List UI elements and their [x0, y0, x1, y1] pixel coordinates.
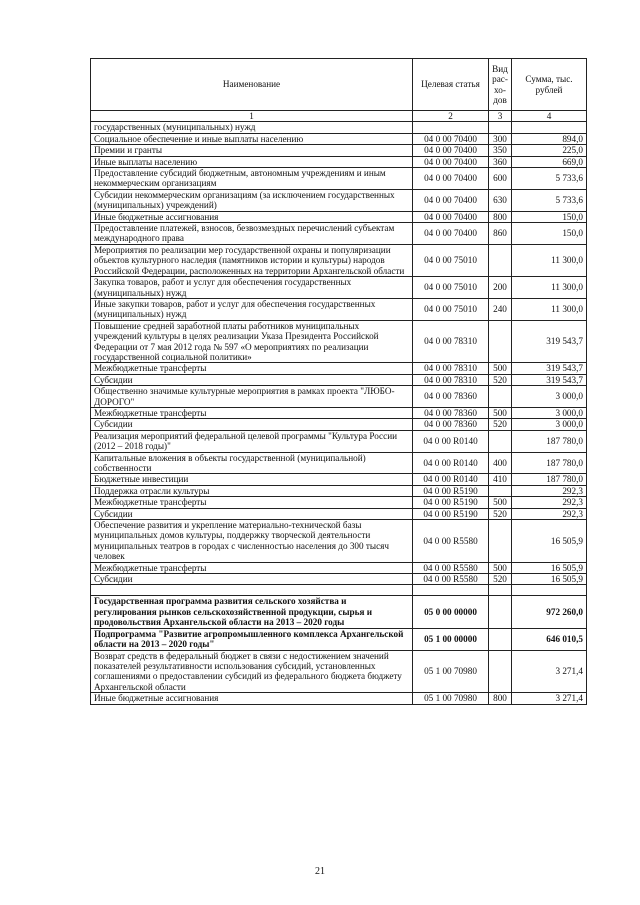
row-name-cell: Премии и гранты: [91, 145, 413, 156]
table-row: [91, 156, 587, 167]
row-expense-type-cell: 520: [489, 508, 512, 519]
row-sum-cell: 894,0: [512, 133, 587, 144]
row-expense-type-cell: 500: [489, 497, 512, 508]
row-target-article-cell: 04 0 00 75010: [413, 244, 489, 276]
row-sum-cell: 5 733,6: [512, 189, 587, 211]
row-expense-type-cell: 200: [489, 277, 512, 299]
row-sum-cell: 11 300,0: [512, 244, 587, 276]
row-target-article-cell: 05 1 00 00000: [413, 628, 489, 650]
row-expense-type-cell: 400: [489, 452, 512, 474]
row-sum-cell: 225,0: [512, 145, 587, 156]
row-name-cell: Возврат средств в федеральный бюджет в связи с недостижением значений показателей результативности использования субсидий, установленных соглашениями о предоставлении субсидий из федерального бюджета бюджету Архангельской области: [91, 650, 413, 693]
row-name-cell: Общественно значимые культурные мероприятия в рамках проекта "ЛЮБО-ДОРОГО": [91, 386, 413, 408]
row-expense-type-cell: [489, 596, 512, 628]
table-row: [91, 650, 587, 693]
row-target-article-cell: 04 0 00 R5580: [413, 574, 489, 585]
row-expense-type-cell: [489, 386, 512, 408]
row-name-cell: Субсидии: [91, 419, 413, 430]
row-target-article-cell: 04 0 00 70400: [413, 168, 489, 190]
row-target-article-cell: 04 0 00 R5190: [413, 485, 489, 496]
row-sum-cell: 319 543,7: [512, 374, 587, 385]
row-target-article-cell: 04 0 00 70400: [413, 133, 489, 144]
row-sum-cell: 11 300,0: [512, 298, 587, 320]
row-expense-type-cell: [489, 520, 512, 563]
row-name-cell: Закупка товаров, работ и услуг для обеспечения государственных (муниципальных) нужд: [91, 277, 413, 299]
row-expense-type-cell: 500: [489, 407, 512, 418]
row-target-article-cell: 04 0 00 70400: [413, 156, 489, 167]
row-sum-cell: 16 505,9: [512, 574, 587, 585]
row-sum-cell: 16 505,9: [512, 562, 587, 573]
row-expense-type-cell: 520: [489, 374, 512, 385]
page-number: 21: [315, 866, 325, 877]
row-name-cell: [91, 585, 413, 596]
row-target-article-cell: 04 0 00 R0140: [413, 430, 489, 452]
table-row: [91, 452, 587, 474]
row-target-article-cell: 04 0 00 R5190: [413, 508, 489, 519]
row-name-cell: Бюджетные инвестиции: [91, 474, 413, 485]
row-expense-type-cell: [489, 585, 512, 596]
row-name-cell: Межбюджетные трансферты: [91, 407, 413, 418]
row-expense-type-cell: [489, 122, 512, 133]
row-sum-cell: 3 000,0: [512, 407, 587, 418]
row-expense-type-cell: 600: [489, 168, 512, 190]
table-row: [91, 145, 587, 156]
row-name-cell: Иные бюджетные ассигнования: [91, 693, 413, 704]
row-target-article-cell: [413, 585, 489, 596]
table-row: [91, 474, 587, 485]
row-sum-cell: 3 271,4: [512, 650, 587, 693]
row-target-article-cell: 04 0 00 78310: [413, 320, 489, 363]
header-sum: Сумма, тыс. рублей: [512, 59, 587, 111]
table-row: [91, 628, 587, 650]
row-name-cell: Предоставление субсидий бюджетным, автономным учреждениям и иным некоммерческим организациям: [91, 168, 413, 190]
row-expense-type-cell: 300: [489, 133, 512, 144]
budget-table: [90, 58, 587, 705]
table-header-row: [91, 59, 587, 111]
row-sum-cell: 3 000,0: [512, 386, 587, 408]
row-sum-cell: 669,0: [512, 156, 587, 167]
row-target-article-cell: 04 0 00 R0140: [413, 452, 489, 474]
table-row: [91, 363, 587, 374]
table-column-numbers: [91, 111, 587, 122]
row-name-cell: Иные закупки товаров, работ и услуг для обеспечения государственных (муниципальных) нужд: [91, 298, 413, 320]
row-expense-type-cell: [489, 628, 512, 650]
row-sum-cell: 16 505,9: [512, 520, 587, 563]
row-target-article-cell: 04 0 00 78360: [413, 407, 489, 418]
row-sum-cell: 11 300,0: [512, 277, 587, 299]
row-target-article-cell: 04 0 00 78310: [413, 363, 489, 374]
row-sum-cell: [512, 122, 587, 133]
row-expense-type-cell: [489, 320, 512, 363]
row-name-cell: Подпрограмма "Развитие агропромышленного комплекса Архангельской области на 2013 – 2020 годы": [91, 628, 413, 650]
table-row: [91, 562, 587, 573]
header-expense-type: Вид рас-хо-дов: [489, 59, 512, 111]
row-target-article-cell: 04 0 00 R5580: [413, 520, 489, 563]
row-target-article-cell: 04 0 00 70400: [413, 211, 489, 222]
row-target-article-cell: 04 0 00 78360: [413, 386, 489, 408]
table-row: [91, 419, 587, 430]
header-name: Наименование: [91, 59, 413, 111]
row-name-cell: Капитальные вложения в объекты государственной (муниципальной) собственности: [91, 452, 413, 474]
row-name-cell: Повышение средней заработной платы работников муниципальных учреждений культуры в целях реализации Указа Президента Российской Федерации от 7 мая 2012 года № 597 «О мероприятиях по реализации государственной социальной политики»: [91, 320, 413, 363]
column-number: 2: [413, 111, 489, 122]
row-expense-type-cell: 240: [489, 298, 512, 320]
row-name-cell: Межбюджетные трансферты: [91, 562, 413, 573]
table-row: [91, 407, 587, 418]
row-name-cell: Иные бюджетные ассигнования: [91, 211, 413, 222]
row-name-cell: Поддержка отрасли культуры: [91, 485, 413, 496]
table-row: [91, 320, 587, 363]
table-row: [91, 133, 587, 144]
row-sum-cell: 3 271,4: [512, 693, 587, 704]
row-expense-type-cell: [489, 244, 512, 276]
row-name-cell: государственных (муниципальных) нужд: [91, 122, 413, 133]
row-name-cell: Субсидии: [91, 374, 413, 385]
row-sum-cell: 319 543,7: [512, 363, 587, 374]
row-expense-type-cell: 360: [489, 156, 512, 167]
row-name-cell: Предоставление платежей, взносов, безвозмездных перечислений субъектам международного права: [91, 223, 413, 245]
table-body: [91, 122, 587, 704]
column-number: 4: [512, 111, 587, 122]
row-expense-type-cell: 860: [489, 223, 512, 245]
row-expense-type-cell: 500: [489, 562, 512, 573]
row-name-cell: Социальное обеспечение и иные выплаты населению: [91, 133, 413, 144]
row-target-article-cell: 04 0 00 78310: [413, 374, 489, 385]
table-row: [91, 298, 587, 320]
row-target-article-cell: 04 0 00 70400: [413, 223, 489, 245]
table-row: [91, 189, 587, 211]
row-target-article-cell: 04 0 00 R5190: [413, 497, 489, 508]
row-name-cell: Субсидии: [91, 508, 413, 519]
row-expense-type-cell: 800: [489, 693, 512, 704]
row-expense-type-cell: 410: [489, 474, 512, 485]
row-sum-cell: 150,0: [512, 223, 587, 245]
row-name-cell: Межбюджетные трансферты: [91, 363, 413, 374]
row-target-article-cell: 04 0 00 78360: [413, 419, 489, 430]
row-sum-cell: 187 780,0: [512, 430, 587, 452]
row-expense-type-cell: 520: [489, 419, 512, 430]
column-number: 1: [91, 111, 413, 122]
row-name-cell: Государственная программа развития сельского хозяйства и регулирования рынков сельскохозяйственной продукции, сырья и продовольствия Архангельской области на 2013 – 2020 годы: [91, 596, 413, 628]
row-target-article-cell: [413, 122, 489, 133]
table-row: [91, 223, 587, 245]
table-row: [91, 211, 587, 222]
table-row: [91, 508, 587, 519]
row-sum-cell: 319 543,7: [512, 320, 587, 363]
row-target-article-cell: 05 0 00 00000: [413, 596, 489, 628]
row-sum-cell: 292,3: [512, 485, 587, 496]
row-name-cell: Субсидии некоммерческим организациям (за исключением государственных (муниципальных) учреждений): [91, 189, 413, 211]
row-target-article-cell: 04 0 00 R0140: [413, 474, 489, 485]
row-target-article-cell: 04 0 00 75010: [413, 298, 489, 320]
row-sum-cell: 3 000,0: [512, 419, 587, 430]
row-expense-type-cell: 520: [489, 574, 512, 585]
row-name-cell: Субсидии: [91, 574, 413, 585]
table-row: [91, 497, 587, 508]
table-row: [91, 386, 587, 408]
table-row: [91, 585, 587, 596]
row-name-cell: Иные выплаты населению: [91, 156, 413, 167]
table-row: [91, 277, 587, 299]
table-row: [91, 520, 587, 563]
row-name-cell: Межбюджетные трансферты: [91, 497, 413, 508]
row-expense-type-cell: 800: [489, 211, 512, 222]
row-sum-cell: 972 260,0: [512, 596, 587, 628]
row-name-cell: Мероприятия по реализации мер государственной охраны и популяризации объектов культурного наследия (памятников истории и культуры) народов Российской Федерации, расположенных на территории Архангельской области: [91, 244, 413, 276]
row-sum-cell: 292,3: [512, 497, 587, 508]
header-target-article: Целевая статья: [413, 59, 489, 111]
table-row: [91, 596, 587, 628]
row-target-article-cell: 04 0 00 70400: [413, 189, 489, 211]
row-expense-type-cell: 350: [489, 145, 512, 156]
table-row: [91, 244, 587, 276]
column-number: 3: [489, 111, 512, 122]
row-sum-cell: [512, 585, 587, 596]
row-sum-cell: 646 010,5: [512, 628, 587, 650]
row-sum-cell: 292,3: [512, 508, 587, 519]
row-expense-type-cell: 500: [489, 363, 512, 374]
row-target-article-cell: 04 0 00 70400: [413, 145, 489, 156]
row-target-article-cell: 05 1 00 70980: [413, 693, 489, 704]
row-target-article-cell: 04 0 00 75010: [413, 277, 489, 299]
table-row: [91, 430, 587, 452]
row-sum-cell: 187 780,0: [512, 474, 587, 485]
row-sum-cell: 150,0: [512, 211, 587, 222]
row-expense-type-cell: [489, 650, 512, 693]
row-name-cell: Реализация мероприятий федеральной целевой программы "Культура России (2012 – 2018 годы)": [91, 430, 413, 452]
row-sum-cell: 5 733,6: [512, 168, 587, 190]
row-name-cell: Обеспечение развития и укрепление материально-технической базы муниципальных домов культуры, поддержку творческой деятельности муниципальных театров в городах с численностью населения до 300 тысяч человек: [91, 520, 413, 563]
row-target-article-cell: 05 1 00 70980: [413, 650, 489, 693]
table-row: [91, 693, 587, 704]
table-row: [91, 374, 587, 385]
row-expense-type-cell: [489, 485, 512, 496]
table-row: [91, 485, 587, 496]
table-row: [91, 168, 587, 190]
row-sum-cell: 187 780,0: [512, 452, 587, 474]
table-row: [91, 122, 587, 133]
row-target-article-cell: 04 0 00 R5580: [413, 562, 489, 573]
table-row: [91, 574, 587, 585]
row-expense-type-cell: [489, 430, 512, 452]
row-expense-type-cell: 630: [489, 189, 512, 211]
